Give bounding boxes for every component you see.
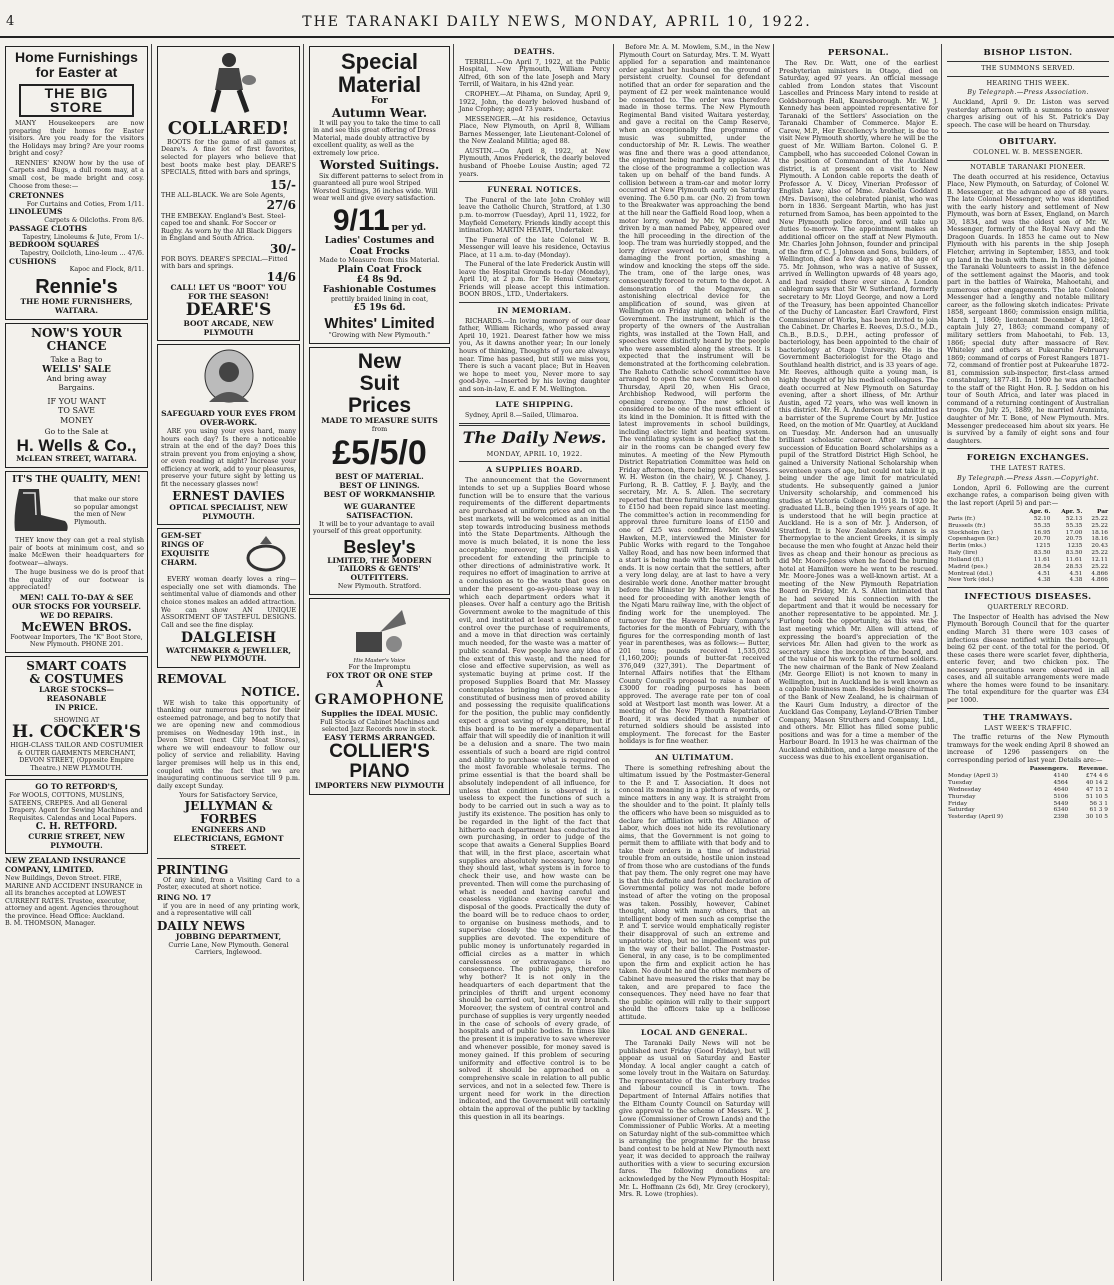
- table-cell: 4140: [1053, 773, 1069, 780]
- article-sub: THE SUMMONS SERVED.: [981, 64, 1075, 73]
- rennies-sub: THE HOME FURNISHERS, WAITARA.: [20, 297, 133, 315]
- jellyman-sub: ENGINEERS AND ELECTRICIANS, EGMONT STREET.: [173, 825, 284, 852]
- list-item: [9, 241, 144, 257]
- table-cell: 52.13: [1065, 515, 1083, 522]
- price: 15/-: [269, 177, 296, 192]
- ad-line: Prices: [347, 393, 412, 417]
- ad-ring: RING NO. 17: [157, 892, 212, 902]
- davies-sub: OPTICAL SPECIALIST, NEW PLYMOUTH.: [169, 502, 288, 521]
- ad-body2: Full Stocks of Cabinet Machines and selected Jazz Records now in stock.: [319, 717, 440, 734]
- column-2: [154, 44, 304, 1281]
- ad-a: A: [376, 680, 383, 691]
- article-sub: HEARING THIS WEEK.: [986, 78, 1070, 87]
- ad-item: FOR BOYS. DEARE'S SPECIAL—Fitted with bars and springs.: [161, 254, 288, 271]
- item-name: CUSHIONS: [9, 256, 57, 266]
- ad-best: BEST OF LININGS.: [339, 481, 420, 491]
- colliers-name: COLLIER'S PIANO: [329, 741, 430, 783]
- column-1: [2, 44, 152, 1281]
- table-cell: 5106: [1053, 793, 1069, 800]
- table-cell: New York (dol.): [948, 577, 994, 584]
- table-cell: 25.22: [1091, 515, 1108, 522]
- item-desc: Tapestry, Linoleums & Jute, From 1/-.: [22, 232, 144, 241]
- table-row: [947, 814, 1109, 821]
- ad-body: It will pay you to take the time to call in and see this great offering of Dress Material, made doubly attractive by excellent quality, as well as the extremely low price.: [313, 118, 441, 157]
- section-heading: IN MEMORIAM.: [497, 306, 572, 315]
- ad-line: Take a Bag to: [50, 355, 103, 365]
- table-cell: £74 4 6: [1085, 773, 1108, 780]
- table-cell: 4.38: [1037, 577, 1051, 584]
- ad-line: GEM-SET: [161, 531, 202, 541]
- ad-line: REASONABLE: [46, 694, 107, 704]
- table-row: [947, 773, 1109, 780]
- death-notice: AUSTIN.—On April 8, 1922, at New Plymouth, Amos Frederick, the dearly beloved husband of Phoebe Louise Austin; aged 72 years.: [459, 146, 610, 178]
- ad-line: NOW'S YOUR: [31, 325, 122, 340]
- article-body: The Rev. Dr. Watt, one of the earliest Presbyterian ministers in Otago, died on Saturday, aged 97 years. An official message cabled from London states that Viscount Lascelles and Princess Mary intend to reside at Goldsborough Hall, Knaresborough. Mr. W. J. Kennedy has been appointed representative for Taranaki of the Settlers' Association on the Taranaki Chamber of Commerce. Major E. Carew, M.P., Her Excellency's brother, is due to visit New Plymouth shortly, where he will be the guest of Mr. William Barton. Colonel G. P. Campbell, who has succeeded Colonel Cowan in the position of Commandant of the Auckland district, is at present on a visit to New Plymouth. A London cable reports the death of Professor A. V. Dicey, Vinerian Professor of English Law; also of Mme. Arabella Goddard (Mrs. Davison), the celebrated pianist, who was born in 1836. Sergeant Martin, who has just returned from Samoa, has been appointed to the New Plymouth police force, and will take up duties to-morrow. The appointment makes an additional officer on the staff at New Plymouth. Mr. Charles John Johnson, founder and principal of the firm of C. J. Johnson and Sons, builders, of Wellington, died a few days ago, at the age of 75. Mr. Johnson, who was a native of Sussex, arrived in Wellington upwards of 48 years ago, and had resided there ever since. A London cablegram says that Sir W. Sutherland, formerly secretary to Mr. Lloyd George, and now a Lord of the Treasury, has been appointed Chancellor of the Duchy of Lancaster. Earl Crawford, First Commissioner of Works, has been invited to join the Cabinet. Dr. Charles E. Reeves, D.S.O., M.D., Ch.B., B.D.S., D.P.H., acting professor of bacteriology, has been appointed to the chair of bacteriology at Otago University. He is the Government Bacteriologist for the Otago and Southland health district, and is 33 years of age. Mr. Reeves, although quite a young man, is highly thought of by his medical colleagues. The death occurred at New Plymouth on Saturday evening, after a short illness, of Mr. Arthur Austin, aged 72 years, who was well known in this district. Mr. H. A. Anderson was admitted as a barrister of the Supreme Court by Mr. Justice Reed, on the motion of Mr. Quartley, at Auckland on Tuesday. Mr. Anderson had an unusually brilliant scholastic career. After winning a succession of Education Board scholarships as a pupil of the Stratford District High School, he gained a University National Scholarship when seventeen years of age, but could not take it up, being under the age limit for matriculated students. He subsequently gained a junior University scholarship, and commenced his studies at Victoria College in 1918. In 1920 he graduated LL.B., being then 19½ years of age. It is understood that he will begin practice at Auckland. He is a son of Mr. J. Anderson, of Stratford. It is New Zealanders Annex is as Thermopylae to the ancient Greeks, it is simply because the men who fought at Anzac held their lives as cheap and their honour as precious as did Mr. Moore-Jones when he faced the burning hotel at Hamilton were he went to be rescued. Mr. Moore-Jones was a well-known artist. At a meeting of the New Plymouth Repatriation Board on Friday, Mr. A. S. Allen intimated that he had severed his connection with the department and that it would be necessary for another representative to be appointed. Mr. J. Furlong took the opportunity, as this was the last meeting which Mr. Allen will attend, of expressing the board's appreciation of the services Mr. Allen had given to the work as secretary since the inception of the board, and of the value of his work to the returned soldiers. The new chairman of the Bank of New Zealand (Mr. George Elliot) is not known to many in Wellington, but in Auckland he is well known as a capable business man. Besides being chairman of the Bank of New Zealand, he is chairman of the Kauri Gum Industry, a director of the Auckland Gas Company, Leyland-O'Brien Timber Company, Mason Struthers and Company, Ltd., and others. Mr. Elliot has filled some public positions and was for a time a member of the Harbour Board. In 1913 he was chairman of the Auckland exhibition, and a large measure of the success was due to his excellent organisation.: [779, 59, 938, 762]
- ad-line: WELLS' SALE: [42, 364, 111, 375]
- ad-terms: EASY TERMS ARRANGED.: [324, 732, 435, 742]
- funeral-notice: The Funeral of the late Frederick Austin will leave the Hospital Grounds to-day (Monday), April 10, at 2 p.m. for Te Henui Cemetery. Friends will please accept this intimation. BOON BROS., LTD., Undertakers.: [459, 260, 610, 299]
- item-desc: Kapoc and Flock, 8/11.: [69, 265, 144, 274]
- cocker-name: H. COCKER'S: [11, 722, 142, 743]
- table-row: [947, 516, 1109, 523]
- ad-line: IF YOU WANT: [47, 396, 106, 406]
- ad-body2: if you are in need of any printing work, and a representative will call: [157, 901, 300, 918]
- table-cell: 52.10: [1033, 515, 1051, 522]
- tram-table: [947, 766, 1109, 821]
- table-cell: 1235: [1067, 543, 1083, 550]
- column-5: [616, 44, 774, 1281]
- ad-dalgleish: [157, 528, 300, 668]
- table-cell: Paris (fr.): [948, 515, 976, 522]
- ad-call: CALL! LET US "BOOT" YOU FOR THE SEASON!: [170, 283, 287, 302]
- article-body: The Inspector of Health has advised the New Plymouth Borough Council that for the quarter ending March 31 there were 103 cases of infectious disease notified within the borough, being 62 per cent. of the total for the period. Of these cases there were scarlet fever, diphtheria, enteric fever, and two chicken pox. The necessary precautions were observed in all cases, and all suitable arrangements were made where the homes were found to be insanitary. The total expenditure for the quarter was £34 per 1000.: [947, 612, 1109, 704]
- price: £5 19s 6d.: [353, 303, 406, 314]
- article-sub: COLONEL W. B. MESSENGER.: [972, 148, 1084, 157]
- gramophone-title: GRAMOPHONE: [314, 690, 445, 708]
- ad-body: ARE you using your eyes hard, many hours each day? Is there a noticeable strain at the end of the day? Does this strain prevent you from enjoying a show, or even reading at night? Increase your efficiency at work, add to your pleasures, preserve your future sight by letting us fit the necessary glasses now!: [161, 427, 296, 488]
- column-header: [947, 509, 1020, 516]
- ad-mcewen: [5, 471, 148, 653]
- table-cell: 83.50: [1033, 550, 1051, 557]
- byline: By Telegraph.—Press Assn.—Copyright.: [956, 473, 1100, 482]
- ad-line: LARGE STOCKS—: [39, 685, 114, 695]
- ad-line: SMART COATS: [26, 658, 127, 673]
- ad-title: PRINTING: [157, 862, 229, 877]
- rennies-logo: Rennie's: [35, 276, 118, 299]
- price: 30/-: [269, 241, 296, 256]
- ad-body: For WOOLS, COTTONS, MUSLINS, SATEENS, CREPES. And all General Drapery. Agent for Sewing Machines and Requisites. Calendas and Local Papers.: [9, 791, 143, 822]
- article-body: There is something refreshing about the ultimatum issued by the Postmaster-General to the P. and T. Association. It does not conceal its meaning in a plethora of words, or mince matters in any way. It is straight from the shoulder and to the point. It plainly tells the officers who have been so misguided as to declare for affiliation with the Alliance of Labor, which does not hide its revolutionary aims, that the Government is not going to permit them to affiliate with that body and to take their orders in a time of industrial trouble from an outside, hostile union instead of from those who are custodians of the funds that pay them. The only regret one may have is that this definite and forceful declaration of Governmental policy was not made before instead of after the voting on the proposal was taken. Possibly, however, Cabinet thought, along with many others, that an intelligent body of men such as comprise the P. and T. service would emphatically register their disapproval of such an extreme and unpatriotic step, but no impediment was put in the way of their ballot. The Postmaster-General, in any case, is to be complimented upon the firm and explicit action he has taken. No doubt he and the other members of Cabinet have measured the risks that may be taken, and are prepared to face the consequences. They need have no fear that the public opinion will rally to their support should the officers take up a bellicose attitude.: [619, 763, 770, 1021]
- ad-body: WE wish to take this opportunity of thanking our numerous patrons for their esteemed patronage, and beg to notify that we are opening new and commodious premises on Wednesday 19th inst., in Devon Street (next City Meat Stores), where we will endeavour to follow our policy of service and reliability. Having larger premises will help us in this end, coupled with the fact that we are inaugurating continuous service till 9 p.m. daily except Sunday.: [157, 698, 300, 790]
- table-cell: 30 10 5: [1085, 814, 1108, 821]
- table-row: [947, 523, 1109, 530]
- ad-line: CHARM.: [161, 557, 198, 567]
- ad-body: New Buildings, Devon Street. FIRE, MARINE AND ACCIDENT INSURANCE in all its branches accepted at LOWEST CURRENT RATES. Trustee, executor, attorney and agent. Agencies throughout the province. Head Office: Auckland.: [5, 874, 143, 920]
- article-body: The announcement that the Government intends to set up a Supplies Board whose function will be to ensure that the various requirements of the different departments are purchased at uniform prices and on the best markets, will be welcomed as an initial step towards introducing business methods into the State Departments. Although the move is much belated, it is none the less acceptable; moreover, it will furnish a precedent for extending the principle to other directions of administrative work. It requires no effort of imagination to arrive at a conclusion as to the waste that goes on under the present go-as-you-please way in which each department orders what it pleases. Over half a century ago the British Government awoke to the magnitude of this evil, and instituted at least a semblance of control over the purchase of requirements, and a move in that direction was certainly much needed, for the waste was a matter of public scandal. Few people have any idea of the extent of this waste, and the need for close and effective supervision, as well as systematic buying at prime cost. If the proposed Supplies Board that Mr. Massey contemplates bringing into existence is constituted of business men of proved ability and possessing the requisite qualifications for the position, the public may confidently expect a great saving of expenditure, but if this board is to be merely a departmental affair that will speedily die of inanition it will be a delusion and a snare. The two main essentials of such a board are rigid control and ability to purchase what is required on the most favorable wholesale terms. The prime essential is that the board shall be absolutely independent of all influence, for unless that condition is observed it is useless to expect the functions of such a body to be carried out in such a way as to justify its existence. The position has only to be regarded in the light of the fact that hitherto each department has conducted its own purchasing, in order to judge of the scope that awaits a General Supplies Board that will, in the first place, ascertain what supplies are absolutely necessary, how long they should last, what system is in force to check their use, and how waste can be prevented. Then will come the purchasing of what is needed and having careful and ceaseless vigilance exercised over the disposal of the goods. Practically the duty of the board will be to reduce chaos to order, to organise on business methods, and to supervise closely the use to which the supplies are devoted. The expenditure of public money is unfortunately regarded in official circles as a matter in which carelessness or extravagance is no consequence. The public pays, therefore why bother? It is not only in the headquarters of each department that the principles of thrift and urgent economy should be carried out, but in every branch. Moreover, the system of central control and purchase of supplies is very urgently needed in the case of schools of every grade, of hospitals and of public bodies. In times like the present it is imperative to save wherever and whenever possible, for money saved is money gained. If this problem of securing uniformity and effective control is to be solved it should be approached on a comprehensive scale in relation to all public services, and not in a selected few. There is urgent need for work in the direction indicated, and the Government will certainly obtain the approval of the public by tackling this question in all its bearings.: [459, 476, 610, 1121]
- ad-title: COLLARED!: [167, 118, 290, 139]
- ad-line: And bring away: [46, 374, 107, 384]
- ad-title2: NOTICE.: [241, 685, 300, 700]
- masthead-title: THE TARANAKI DAILY NEWS, MONDAY, APRIL 10, 1922.: [302, 14, 812, 30]
- ad-sub2: JOBBING DEPARTMENT,: [175, 932, 282, 942]
- ad-showing: SHOWING AT: [53, 715, 100, 724]
- ad-body2: Six different patterns to select from in guaranteed all pure wool Striped Worsted Suitings, 36 inches wide. Will wear well and give every satisfaction.: [313, 171, 444, 203]
- ad-title: SAFEGUARD YOUR EYES FROM OVER-WORK.: [161, 409, 296, 428]
- dalgleish-sub: WATCHMAKER & JEWELLER, NEW PLYMOUTH.: [165, 645, 292, 664]
- table-cell: 61 3 9: [1089, 807, 1108, 814]
- column-4: [456, 44, 614, 1281]
- table-cell: 11.61: [1065, 556, 1083, 563]
- item-name: PASSAGE CLOTHS: [9, 223, 87, 233]
- table-row: [947, 577, 1109, 584]
- table-cell: 55.35: [1033, 522, 1051, 529]
- table-cell: Berlin (mks.): [948, 543, 987, 550]
- ad-item: THE ALL-BLACK. We are Sole Agents,: [161, 190, 286, 199]
- article-title: AN ULTIMATUM.: [655, 752, 734, 762]
- ad-sub: MADE TO MEASURE SUITS: [321, 415, 438, 425]
- whites-name: Whites' Limited: [324, 315, 435, 333]
- article-title: FOREIGN EXCHANGES.: [966, 453, 1090, 464]
- ad-line: Material: [337, 72, 422, 98]
- table-cell: 25.22: [1091, 550, 1108, 557]
- ad-jellyman: [157, 671, 300, 854]
- ad-line: New: [357, 349, 402, 373]
- article-body: The Taranaki Daily News will not be published next Friday (Good Friday), but will appear as usual on Saturday and Easter Monday. A local angler caught a catch of some lovely trout in the Waitara on Saturday. The representative of the Canterbury trades and labour council is in town. The Department of Internal Affairs notifies that the Eltham County Council on Saturday will give approval to the scheme of Messrs. W. J. Lowe (Commissioner of Crown Lands) and the Commissioner of Public Works. At a meeting on Saturday night of the sub-committee which is arranging the programme for the brass band contest to be held at New Plymouth next year, it was decided to approach the railway authorities with a view to securing excursion fares. The following donations are acknowledged by the New Plymouth Hospital: Mr. L. Hoffmann (2s 6d), Mr. Grey (crockery), Mrs. R. Lowe (trophies).: [619, 1039, 770, 1199]
- ad-ideal: Supplies the IDEAL MUSIC.: [321, 708, 438, 718]
- ad-best: BEST OF MATERIAL.: [335, 472, 424, 482]
- ad-body5: prettily braided lining in coat,: [330, 294, 429, 303]
- table-cell: 18.16: [1091, 536, 1108, 543]
- list-item: [9, 258, 144, 274]
- ad-body: THEY know they can get a real stylish pair of boots at minimum cost, and so make McEwen their headquarters for footwear—always.: [9, 536, 144, 567]
- ad-body: It will be to your advantage to avail yourself of this great opportunity.: [313, 519, 435, 536]
- column-header: Passengers.: [1029, 766, 1069, 773]
- ad-steps: FOX TROT OR ONE STEP: [326, 670, 433, 680]
- ad-title: Home Furnishings for Easter at: [15, 49, 138, 81]
- item-desc: Carpets & Oilcloths. From 8/6.: [44, 216, 144, 225]
- article-title: OBITUARY.: [999, 137, 1057, 148]
- ad-body2: The huge business we do is proof that the quality of our footwear is appreciated!: [9, 568, 144, 592]
- item-name: LINOLEUMS: [9, 207, 63, 217]
- shipping-notice: Sydney, April 8.—Sailed, Ulimaroa.: [465, 411, 579, 420]
- table-cell: 2398: [1053, 814, 1069, 821]
- price: £4 8s 9d.: [356, 274, 403, 285]
- table-row: [947, 801, 1109, 808]
- table-cell: Brussels (fr.): [948, 522, 986, 529]
- ad-printing: [157, 862, 300, 959]
- byline: By Telegraph.—Press Association.: [967, 88, 1089, 97]
- paper-date: MONDAY, APRIL 10, 1922.: [486, 449, 583, 458]
- dog-gramophone-icon: [350, 602, 410, 658]
- table-cell: Tuesday: [948, 780, 973, 787]
- ad-line: TO SAVE: [58, 406, 95, 416]
- ad-line: EXQUISITE: [161, 549, 210, 559]
- column-header: Apr. 6.: [1029, 509, 1051, 516]
- table-cell: Stockholm (kr.): [948, 529, 993, 536]
- section-heading: PERSONAL.: [827, 48, 890, 58]
- price: 14/6: [266, 270, 296, 285]
- ad-guar: WE GUARANTEE SATISFACTION.: [343, 501, 416, 520]
- ad-line: Special: [340, 49, 419, 74]
- besleys-sub: LIMITED, THE MODERN TAILORS & GENTS' OUTFITTERS.: [327, 555, 432, 583]
- table-cell: 11.61: [1033, 556, 1051, 563]
- table-cell: 4640: [1053, 786, 1069, 793]
- ad-side: that make our store so popular amongst the men of New Plymouth.: [74, 495, 139, 526]
- table-cell: 4.866: [1091, 570, 1108, 577]
- table-cell: 4.51: [1069, 570, 1083, 577]
- table-cell: Copenhagen (kr.): [948, 536, 999, 543]
- table-row: [947, 787, 1109, 794]
- article-title: BISHOP LISTON.: [983, 48, 1073, 58]
- mcewen-name: McEWEN BROS.: [21, 619, 132, 634]
- table-cell: 4564: [1053, 780, 1069, 787]
- table-cell: Wednesday: [948, 786, 982, 793]
- ad-line: Go to the Sale at: [44, 427, 109, 437]
- ring-icon: [236, 532, 296, 576]
- item-desc: Tapestry, Ooilcloth, Lino-leum ... 47/6.: [20, 249, 144, 258]
- table-row: [947, 564, 1109, 571]
- article-title: INFECTIOUS DISEASES.: [964, 592, 1092, 603]
- ad-title3: Ladies' Costumes and Coat Frocks: [324, 236, 435, 257]
- table-cell: 17.00: [1065, 529, 1083, 536]
- article-sub: QUARTERLY RECORD.: [987, 603, 1069, 612]
- table-cell: 6340: [1053, 807, 1069, 814]
- table-cell: 5449: [1053, 800, 1069, 807]
- death-notice: TERRILL.—On April 7, 1922, at the Public Hospital, New Plymouth, William Percy Alfred, 6th son of the late Joseph and Mary Terrill, of Waitara, in his 42nd year.: [459, 57, 610, 89]
- table-cell: 20.43: [1091, 543, 1108, 550]
- article-sub: NOTABLE TARANAKI PIONEER.: [970, 162, 1086, 171]
- table-cell: Holland (fl.): [948, 556, 984, 563]
- list-item: [9, 192, 144, 208]
- paper-title: The Daily News.: [462, 427, 607, 447]
- ad-body: MANY Housekeepers are now preparing their homes for Easter visitors. Are you ready for the visitors the Holidays may bring? Are your rooms bright and cosy?: [9, 119, 144, 158]
- article-body: The death occurred at his residence, Octavius Place, New Plymouth, on Saturday, of Colonel W. B. Messenger, at the advanced age of 88 years. The late Colonel Messenger, who was identified with the early history and settlement of New Plymouth, was born at Essex, England, on March 30, 1834, and was the oldest son of Mr. W. Messenger, formerly of the Royal Navy and the Dragoon Guards. In 1853 he came out to New Plymouth with his parents in the ship Joseph Fletcher, arriving in September, 1853, and took up land in the bush with them. In 1860 he joined the Taranaki Volunteers to assist in the defence of the settlement against the Maoris, and took part in the battles of Waireka, Mahoetahi, and numerous other engagements. The late Colonel Messenger had a lengthy and notable military career, as the following sketch indicates: Private 1858, sergeant 1860; commission ensign militia, March 1, 1860; lieutenant December 4, 1862; captain July 27, 1863; command company of military settlers from Mahoetahi, to Feb. 13, 1866; special duty after massacre of Rev. Whiteley and others at Pukearuhe February 1869; command of corps of Forest Rangers 1871-72, command of frontier post at Pukearuhe 1872-81, commission sub-inspector, first-class armed constabulary, 1877-81. In 1900 he was attached to the staff of the Right Hon. R. J. Seddon on his tour of South Africa, and later was placed in command of a returning contingent of Australian troops. On July 25, 1889, he married Araminta, daughter of Mr. T. Bone, of New Plymouth. Mrs. Messenger predeceased him about six years. He is survived by a family of eight sons and four daughters.: [947, 172, 1109, 445]
- ad-title: IT'S THE QUALITY, MEN!: [12, 474, 141, 485]
- retford-name: C. H. RETFORD.: [35, 822, 118, 833]
- table-cell: 20.75: [1065, 536, 1083, 543]
- article-body: Auckland, April 9. Dr. Liston was served yesterday afternoon with a summons to answer charges arising out of his St. Patrick's Day speech. The case will be heard on Thursday.: [947, 97, 1109, 129]
- ad-best: BEST OF WORKMANSHIP.: [323, 490, 436, 499]
- section-heading: FUNERAL NOTICES.: [487, 185, 582, 195]
- ad-body-rennies: RENNIES' KNOW how by the use of Carpets and Rugs, a dull room may, at a small cost, be made bright and cosy. Choose from these:—: [9, 158, 144, 190]
- ad-sign: B. M. THOMSON, Manager.: [5, 919, 96, 928]
- article-title: A SUPPLIES BOARD.: [486, 465, 583, 475]
- ad-line: RINGS OF: [161, 540, 204, 550]
- section-heading: DEATHS.: [513, 47, 556, 56]
- ad-title4: Plain Coat Frock: [337, 264, 422, 275]
- ad-line: Bargains.: [58, 383, 95, 393]
- whites-slogan: "Growing with New Plymouth.": [328, 331, 431, 340]
- ad-line: MONEY: [60, 415, 93, 425]
- ad-title5: Fashionable Costumes: [323, 285, 436, 296]
- article-body: Before Mr. A. M. Mowlem, S.M., in the New Plymouth Court on Saturday, Mrs. T. M. Wyatt applied for a separation and maintenance order against her husband on the ground of persistent cruelty. Counsel for defendant notified that an order for separation and the payment of £2 per week maintenance would be consented to. The order was therefore made in those terms. The New Plymouth Regimental Band visited Waitara yesterday, and gave a recital on the Camp Reserve, when an exceptionally fine programme of music was submitted, under the conductorship of Mr. R. Lewis. The weather was fine and there was a good attendance, the enjoyment being marked by applause. At the close of the programme a collection was taken up on behalf of the band funds. A collision between a tram-car and motor lorry occurred at New Plymouth early on Saturday evening. The 6.50 p.m. car (No. 2) from town to the Breakwater was approaching the bend at the hill near the Gaffield Road loop, when a motor lorry, owned by Mr. W. Oliver, and driven by a man named Pabey, appeared over the hill proceeding in the direction of the loop. The tram was hurriedly stopped, and the lorry driver swerved to avoid the tram, damaging the front portion, smashing a window and knocking the steps off the side. The tram, one of the large ones, was consequently forced to return to the depot. A demonstration of the Magnavox, an astonishing electrical device for the amplification of sound, was given at Wellington on Friday night on behalf of the Government. The instrument, which is the property of the owners of the Australian rights, was installed at the Town Hall, and speeches were distinctly heard by the people who were assembled along the streets. It is expected that the instrument will be demonstrated at the forthcoming celebration. The Rahotu Catholic school committee have arranged to open the new Convent school on Thursday, April 20, when His Grace, Archbishop Redwood, will perform the opening ceremony. The new school is considered to be one of the most efficient of its kind in the Dominion. It is fitted with the latest improvements in school buildings, including electric light and heating system. The ventilating system is so perfect that the air in the rooms can be changed every few minutes. A meeting of the New Plymouth District Repatriation Committee was held on Friday afternoon, there being present Messrs. W. H. Weston (in the chair), W. J. Chaney, J. Furlong, R. B. Cattley, F. J. Bayly, and the secretary, Mr. A. S. Allen. The secretary reported that three furniture loans amounting to £150 had been repaid since last meeting. The committee's action in recommending for approval three furniture loans of £150 and one of £25 was confirmed. Mr. Oswald Hawken, M.P., interviewed the Minister for Public Works with regard to the Tongahoe Valley Road, and has now been informed that a start is being made with the tunnel at both ends. It is now certain that the settlers, after a very long delay, are at last to have a very desirable work done. Another matter brought before the Minister by Mr. Hawken was the need for proceeding with another length of the Ngati Maru railway line, with the object of finding work for the unemployed. The turnover for the Hawera Dairy Company's factories for the month of February, with the figures for the corresponding month of last year in parentheses, was as follows:— Butter, 201 tons; pounds received 1,535,052 (1,160,200); pounds of butter-fat received 376,049 (327,391). The Department of Internal Affairs notifies that the Eltham County Council's proposal to raise a loan of £3000 for roading purposes has been approved. The average rate per ton of coal sold at Westport last month was lower. At a meeting of the New Plymouth Repatriation Board, it was decided that a number of returned soldiers should be assisted into employment. The forecast for the Easter holidays is for fine weather.: [619, 44, 770, 746]
- retford-addr: CURRIE STREET, NEW PLYMOUTH.: [28, 831, 125, 850]
- davies-name: ERNEST DAVIES: [172, 489, 285, 504]
- table-cell: Italy (lire): [948, 550, 978, 557]
- table-cell: 4.38: [1069, 577, 1083, 584]
- column-header: Par: [1096, 509, 1108, 516]
- death-notice: MESSENGER.—At his residence, Octavius Place, New Plymouth, on April 8, William Barnes Messenger, late Lieutenant-Colonel of the New Zealand Militia; aged 88.: [459, 114, 610, 146]
- table-cell: 1215: [1035, 543, 1051, 550]
- table-cell: 83.50: [1065, 550, 1083, 557]
- boot-icon: [9, 485, 71, 537]
- table-cell: 4.866: [1091, 577, 1108, 584]
- ad-nz-insurance: [5, 857, 148, 928]
- ad-body: BOOTS for the game of all games at Deare's. A fine lot of first favorites, selected for players who believe that best boots make best play. DEARE'S SPECIALS, fitted with bars and springs,: [161, 137, 296, 177]
- funeral-notice: The Funeral of the late Colonel W. B. Messenger will leave his residence, Octavius Place, at 11 a.m. to-day (Monday).: [459, 235, 610, 259]
- death-notice: CROPHEY.—At Pihama, on Sunday, April 9, 1922, John, the dearly beloved husband of Jane Crophey; aged 73 years.: [459, 90, 610, 114]
- column-header: Apr. 5.: [1061, 509, 1083, 516]
- table-cell: Saturday: [948, 807, 975, 814]
- table-cell: 51 10 5: [1085, 793, 1108, 800]
- ad-title2: DAILY NEWS: [157, 918, 246, 933]
- ad-line: IN PRICE.: [55, 702, 98, 712]
- item-name: CRETONNES: [9, 191, 64, 201]
- column-7: [944, 44, 1112, 1281]
- deares-name: DEARE'S: [185, 299, 272, 320]
- ad-body3: Made to Measure from this Material.: [319, 256, 440, 265]
- ad-from: from: [371, 424, 388, 433]
- list-item: [9, 208, 144, 224]
- ad-line: & COSTUMES: [29, 671, 124, 686]
- article-sub: THE LATEST RATES.: [990, 464, 1066, 473]
- memoriam-notice: RICHARDS.—In loving memory of our dear father, William Richards, who passed away April 10, 1921. Dearest father how we miss you, As it dawns another year; In our lonely hours of thinking, Thoughts of you are always near. Time has passed, but still we miss you, There is such a vacant place; But in Heaven we hope to meet you, Never more to say good-bye. —Inserted by his loving daughter and son-in-law, E. and F. M. Wellington.: [459, 316, 610, 393]
- ad-line: Suit: [359, 371, 400, 395]
- price-unit: per yd.: [391, 222, 427, 233]
- jellyman-name: JELLYMAN & FORBES: [184, 798, 273, 826]
- besleys-name: Besley's: [343, 536, 416, 557]
- table-row: [947, 557, 1109, 564]
- page-number: 4: [6, 14, 15, 29]
- cocker-desc: HIGH-CLASS TAILOR AND COSTUMIER & OUTER GARMENTS MERCHANT, DEVON STREET, (Opposite Empire Theatre.) NEW PLYMOUTH.: [10, 741, 143, 772]
- table-cell: 25.22: [1091, 522, 1108, 529]
- besleys-addr: New Plymouth. Stratford.: [337, 582, 422, 591]
- ad-repair: WE DO REPAIRS.: [40, 610, 113, 620]
- table-cell: 25.22: [1091, 563, 1108, 570]
- ad-wells-sale: [5, 323, 148, 468]
- image-caption: His Master's Voice: [353, 657, 406, 664]
- table-cell: Thursday: [948, 793, 976, 800]
- table-cell: 28.53: [1065, 563, 1083, 570]
- table-cell: 28.54: [1033, 563, 1051, 570]
- table-cell: 40 14 2: [1085, 780, 1108, 787]
- ad-body: For the Impromptu: [348, 663, 411, 672]
- ad-cocker: [5, 656, 148, 776]
- table-cell: 18.16: [1091, 529, 1108, 536]
- table-cell: 12.11: [1091, 556, 1108, 563]
- ad-retford: [5, 779, 148, 854]
- exchange-table: [947, 509, 1109, 584]
- ad-body: Of any kind, from a Visiting Card to a Poster, executed at short notice.: [157, 875, 300, 892]
- table-cell: Madrid (pes.): [948, 563, 988, 570]
- ad-besleys: [309, 347, 450, 595]
- table-cell: Friday: [948, 800, 968, 807]
- table-cell: 47 15 2: [1085, 786, 1108, 793]
- ad-item: THE EMBEKAY. England's Best. Steel-caped toe and shank. For Soccer or Rugby. As worn by the All Black Diggers in England and South Africa.: [161, 211, 292, 243]
- table-cell: 55.35: [1065, 522, 1083, 529]
- footballer-icon: [199, 50, 259, 120]
- table-cell: 56 3 1: [1089, 800, 1108, 807]
- ad-body: EVERY woman dearly loves a ring—especially one set with diamonds. The sentimental value of diamonds and other choice stones makes an added attraction. We can show AN UNIQUE ASSORTMENT OF TASTEFUL DESIGNS. Call and see the fine display.: [161, 575, 296, 629]
- table-row: [947, 550, 1109, 557]
- mcewen-addr: Footwear Importers, The "K" Boot Store, New Plymouth. PHONE 201.: [10, 632, 143, 649]
- table-header: [947, 509, 1109, 516]
- ad-whites: [309, 46, 450, 344]
- funeral-notice: The Funeral of the late John Crohley will leave the Catholic Church, Stratford, at 1.30 p.m. to-morrow (Tuesday), April 11, 1922, for Mayfield Cemetery. Friends kindly accept this intimation. MARTIN HEATH, Undertaker.: [459, 195, 610, 235]
- ad-davies: [157, 344, 300, 525]
- table-cell: Monday (April 3): [948, 773, 998, 780]
- item-name: BEDROOM SQUARES: [9, 240, 100, 250]
- ad-call: MEN! CALL TO-DAY & SEE OUR STOCKS FOR YOURSELF.: [12, 592, 141, 611]
- column-6: [776, 44, 942, 1281]
- item-list: [9, 192, 144, 274]
- price: 27/6: [266, 198, 296, 213]
- price: 9/11: [332, 203, 390, 237]
- table-cell: 4.51: [1037, 570, 1051, 577]
- colliers-sub: IMPORTERS NEW PLYMOUTH: [314, 781, 445, 791]
- list-item: [9, 225, 144, 241]
- ad-line: CHANCE: [46, 338, 107, 353]
- wells-name: H. Wells & Co.,: [16, 436, 137, 456]
- portrait-icon: [193, 348, 265, 410]
- ad-line: Autumn Wear.: [331, 105, 428, 120]
- deares-store: BOOT ARCADE, NEW PLYMOUTH: [183, 318, 274, 337]
- table-cell: Montreal (dol.): [948, 570, 993, 577]
- ad-title: REMOVAL: [157, 672, 226, 687]
- table-row: [947, 794, 1109, 801]
- article-body: The traffic returns of the New Plymouth tramways for the week ending April 8 showed an increase of 1296 passengers on the corresponding period of last year. Details are:—: [947, 733, 1109, 764]
- ad-title: GO TO RETFORD'S,: [35, 782, 118, 792]
- ad-home-furnishings: [5, 46, 148, 320]
- article-sub: LAST WEEK'S TRAFFIC.: [984, 723, 1072, 732]
- column-3: [306, 44, 454, 1281]
- store-name: THE BIG STORE: [19, 84, 134, 117]
- ad-line: For: [371, 96, 388, 107]
- masthead: [0, 14, 1114, 38]
- section-heading: LATE SHIPPING.: [495, 400, 574, 410]
- ad-deares: [157, 46, 300, 341]
- ad-title: NEW ZEALAND INSURANCE COMPANY, LIMITED.: [5, 856, 126, 875]
- item-desc: For Curtains and Coties, From 1/11.: [26, 199, 144, 208]
- column-header: Revenue.: [1078, 766, 1108, 773]
- ad-addr: Currie Lane, New Plymouth. General Carriers, Inglewood.: [168, 940, 289, 957]
- article-title: THE TRAMWAYS.: [983, 712, 1073, 723]
- price: £5/5/0: [332, 434, 427, 473]
- table-row: [947, 780, 1109, 787]
- ad-sign: Yours for Satisfactory Service,: [179, 791, 278, 800]
- table-cell: Yesterday (April 9): [948, 814, 1003, 821]
- wells-addr: McLEAN STREET, WAITARA.: [16, 453, 137, 463]
- ad-colliers: [309, 598, 450, 796]
- ad-title2: Worsted Suitings.: [319, 158, 440, 173]
- table-cell: 16.95: [1033, 529, 1051, 536]
- article-title: LOCAL AND GENERAL.: [641, 1028, 748, 1038]
- article-body: London, April 6. Following are the current exchange rates, a comparison being given with the last report (April 5) and par:—: [947, 483, 1109, 507]
- dalgleish-name: DALGLEISH: [180, 630, 277, 647]
- table-cell: 20.70: [1033, 536, 1051, 543]
